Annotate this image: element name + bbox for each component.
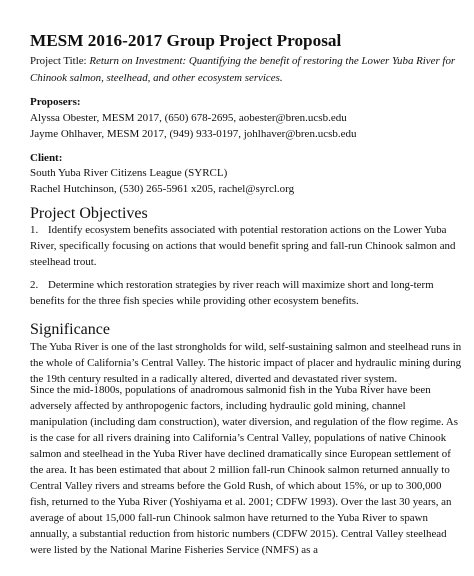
objective-item [30,277,462,309]
document-title: MESM 2016-2017 Group Project Proposal [30,31,342,50]
objective-number: 1. [30,224,39,236]
objective-item [30,222,462,270]
client-line: South Yuba River Citizens League (SYRCL) [30,167,228,179]
project-title-text: Return on Investment: Quantifying the benefit of restoring the Lower Yuba River for Chinook salmon, steelhead, and other ecosystem services. [30,55,456,84]
objective-text: Determine which restoration strategies by river reach will maximize short and long-term benefits for the three fish species while providing other ecosystem benefits. [30,279,434,307]
project-title-label: Project Title: [30,55,87,67]
proposer-line: Jayme Ohlhaver, MESM 2017, (949) 933-0197, johlhaver@bren.ucsb.edu [30,128,357,140]
significance-paragraph: Since the mid-1800s, populations of anadromous salmonid fish in the Yuba River have been adversely affected by anthropogenic factors, including hydraulic gold mining, channel manipulation (including dam construction), water diversion, and regulation of the flow regime. As is the case for all rivers draining into California’s Central Valley, populations of native Chinook salmon and steelhead in the Yuba River have declined dramatically since European settlement of the area. It has been estimated that about 2 million fall-run Chinook salmon returned annually to Central Valley rivers and streams before the Gold Rush, of which about 15%, or up to 300,000 fish, returned to the Yuba River (Yoshiyama et al. 2001; CDFW 1993). Over the last 30 years, an average of about 15,000 fall-run Chinook salmon have returned to the Yuba River to spawn annually, a substantial reduction from historic numbers (CDFW 2015). Central Valley steelhead were listed by the National Marine Fisheries Service (NMFS) as a [30,384,458,556]
client-heading: Client: [30,152,63,164]
objectives-heading: Project Objectives [30,205,148,222]
objective-text: Identify ecosystem benefits associated with potential restoration actions on the Lower Yuba River, specifically focusing on actions that would benefit spring and fall-run Chinook salmon and steelhead trout. [30,224,456,268]
client-line: Rachel Hutchinson, (530) 265-5961 x205, rachel@syrcl.org [30,183,295,195]
significance-heading: Significance [30,321,110,338]
objective-number: 2. [30,279,39,291]
project-title [30,53,460,87]
proposers-heading: Proposers: [30,96,81,108]
proposer-line: Alyssa Obester, MESM 2017, (650) 678-2695, aobester@bren.ucsb.edu [30,112,347,124]
significance-paragraph: The Yuba River is one of the last strongholds for wild, self-sustaining salmon and steelhead runs in the whole of California’s Central Valley. The historic impact of placer and hydraulic mining during the 19th century resulted in a radically altered, diverted and devastated river system. [30,341,462,385]
